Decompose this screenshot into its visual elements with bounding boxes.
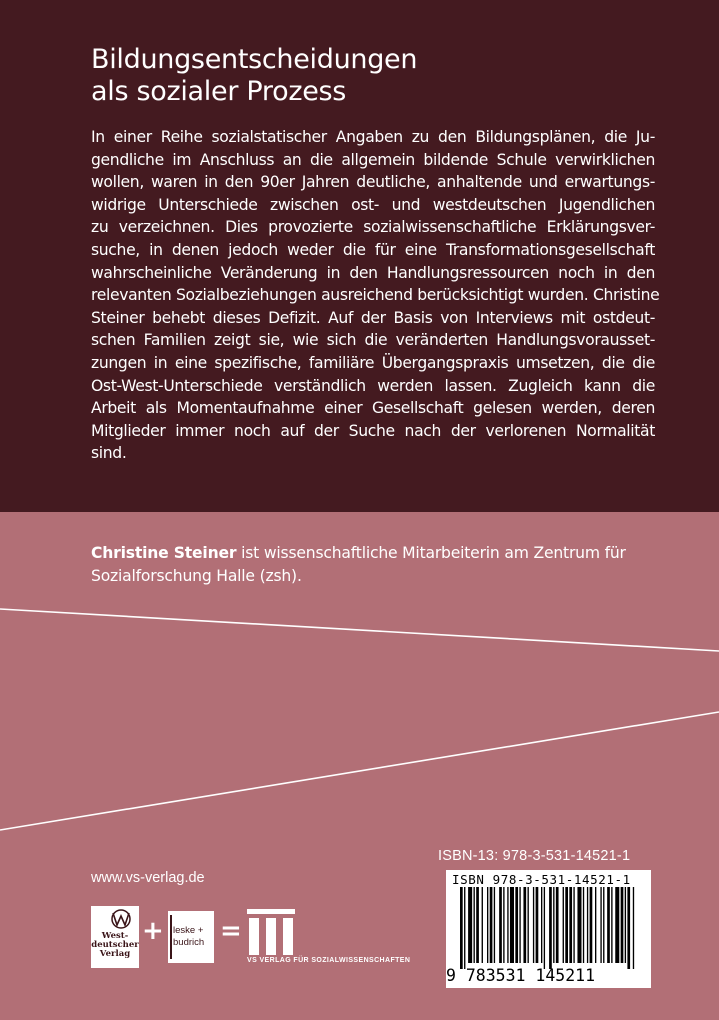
barcode-bar [499, 887, 502, 963]
barcode-bar [590, 887, 593, 963]
barcode-bar [633, 887, 634, 969]
barcode-bar [627, 887, 630, 969]
title-line-1: Bildungsentscheidungen [91, 44, 418, 75]
blurb-line: wollen, waren in den 90er Jahren deutliche, anhaltende und erwartungs- [91, 173, 655, 192]
barcode-bar [563, 887, 564, 963]
barcode-bar [556, 887, 559, 963]
vs-verlag-logo-icon [247, 909, 295, 955]
barcode-bar [603, 887, 604, 963]
blurb-line: wahrscheinliche Veränderung in den Handlungsressourcen noch in den [91, 263, 655, 282]
barcode-bar [587, 887, 588, 963]
barcode-bar [494, 887, 495, 963]
barcode-bar [487, 887, 488, 963]
lb-text-line: leske + [173, 925, 204, 936]
barcode-top-text: ISBN 978-3-531-14521-1 [452, 872, 631, 887]
barcode-bar [528, 887, 529, 963]
isbn-barcode [446, 870, 651, 988]
blurb-line: gendliche im Anschluss an die allgemein bildende Schule verwirklichen [91, 150, 655, 169]
barcode-bar [615, 887, 619, 963]
blurb-line: Arbeit als Momentaufnahme einer Gesellschaft gelesen werden, deren [91, 399, 655, 418]
lb-text [173, 925, 204, 949]
westdeutscher-verlag-logo [91, 906, 139, 968]
barcode-bar [553, 887, 554, 963]
barcode-bar [600, 887, 601, 963]
barcode-bar [503, 887, 504, 963]
blurb-line: relevanten Sozialbeziehungen ausreichend berücksichtigt wurden. Christine [91, 286, 660, 305]
barcode-bar [474, 887, 475, 963]
wdv-text-line: West- [101, 931, 129, 941]
lb-bar [170, 915, 172, 959]
barcode-bar [515, 887, 518, 963]
barcode-bar [519, 887, 520, 963]
barcode-bar [482, 887, 483, 963]
author-bio-line-2: Sozialforschung Halle (zsh). [91, 567, 302, 585]
barcode-bar [490, 887, 493, 963]
publisher-url[interactable]: www.vs-verlag.de [91, 870, 205, 886]
isbn-label: ISBN-13: 978-3-531-14521-1 [438, 848, 631, 864]
blurb-line: zungen in eine spezifische, familiäre Übergangspraxis umsetzen, die die [91, 353, 655, 372]
equals-sign: = [220, 916, 242, 946]
blurb-line: Steiner behebt dieses Defizit. Auf der Basis von Interviews mit ostdeut- [91, 308, 655, 327]
blurb-line: In einer Reihe sozialstatischer Angaben zu den Bildungsplänen, die Ju- [91, 128, 655, 146]
barcode-bar [507, 887, 508, 963]
barcode-bar [583, 887, 584, 963]
barcode-bar [577, 887, 581, 963]
blurb-line: Ost-West-Unterschiede verständlich werden lassen. Zugleich kann die [91, 376, 655, 395]
barcode-bar [565, 887, 568, 963]
barcode-bar [625, 887, 626, 963]
blurb-text [91, 126, 660, 465]
blurb-line: zu verzeichnen. Dies provozierte sozialwissenschaftliche Erklärungsver- [91, 218, 655, 237]
blurb-line: Mitglieder immer noch auf der Suche nach der verlorenen Normalität [91, 421, 655, 440]
barcode-bar [510, 887, 514, 963]
blurb-line: suche, in denen jedoch weder die für eine Transformationsgesellschaft [91, 240, 655, 259]
barcode-bar [523, 887, 526, 963]
barcode-bar [569, 887, 572, 963]
barcode-bar [541, 887, 542, 963]
barcode-bottom-text: 9 783531 145211 [446, 966, 596, 985]
book-title [91, 44, 651, 108]
barcode-bar [536, 887, 539, 963]
author-bio [91, 542, 691, 588]
barcode-bar [611, 887, 612, 963]
wdv-text-line: deutscher [91, 940, 139, 950]
blurb-line: widrige Unterschiede zwischen ost- und westdeutschen Jugendlichen [91, 195, 655, 214]
blurb-line: schen Familien zeigt sie, wie sich die veränderten Handlungsvorausset- [91, 331, 655, 350]
leske-budrich-logo [168, 911, 214, 963]
barcode-bar [549, 887, 552, 969]
barcode-bar [533, 887, 534, 963]
barcode-bar [595, 887, 596, 963]
wdv-text [91, 932, 139, 959]
title-line-2: als sozialer Prozess [91, 76, 347, 107]
barcode-bar [476, 887, 479, 963]
lb-text-line: budrich [173, 937, 205, 948]
barcode-bar [573, 887, 574, 963]
blurb-line: sind. [91, 444, 127, 463]
barcode-bar [464, 887, 465, 969]
barcode-bar [460, 887, 463, 969]
barcode-bar [607, 887, 610, 963]
barcode-bar [621, 887, 624, 963]
barcode-bar [468, 887, 472, 963]
plus-sign: + [142, 916, 164, 946]
author-name: Christine Steiner [91, 544, 237, 562]
wdv-text-line: Verlag [99, 949, 131, 959]
author-bio-line-1: ist wissenschaftliche Mitarbeiterin am Zentrum für [236, 544, 626, 562]
vs-verlag-text: VS VERLAG FÜR SOZIALWISSENSCHAFTEN [247, 957, 411, 964]
barcode-bar [544, 887, 545, 969]
